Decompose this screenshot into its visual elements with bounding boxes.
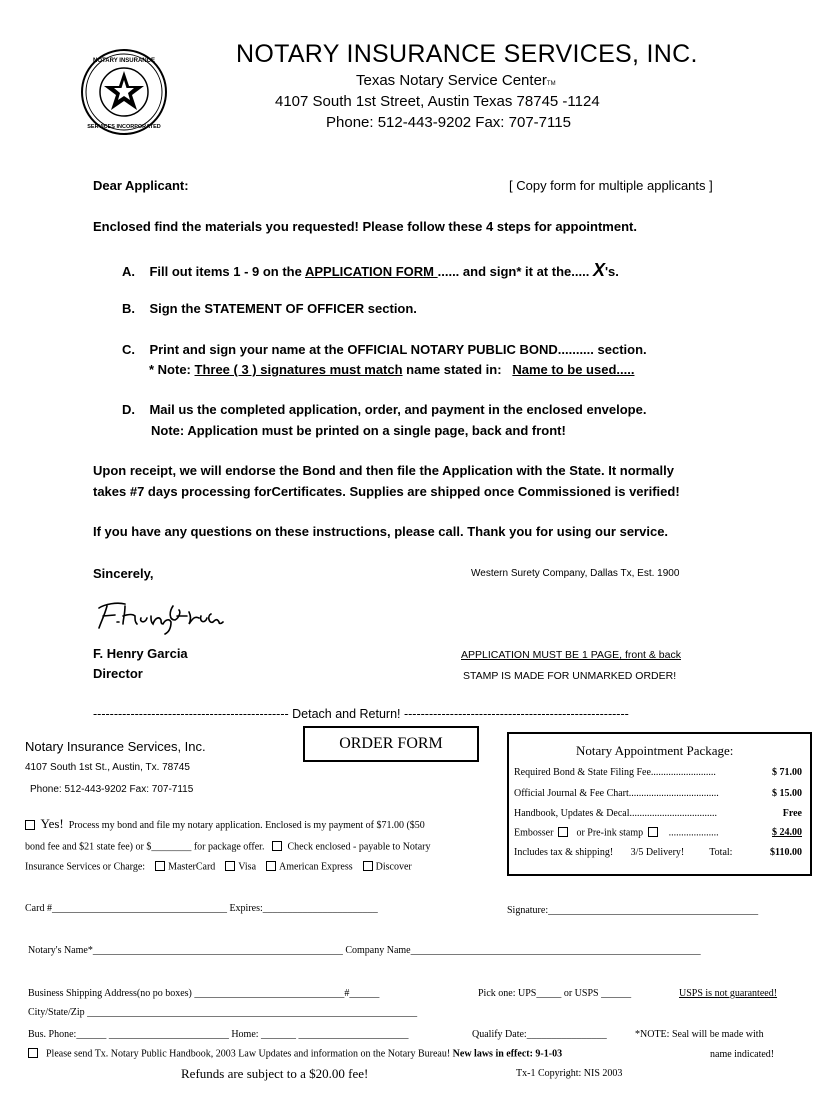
step-a-suffix: 's. xyxy=(604,264,619,279)
refunds-note: Refunds are subject to a $20.00 fee! xyxy=(181,1066,369,1081)
step-b-letter: B. xyxy=(122,301,135,316)
intro-text: Enclosed find the materials you requested! Please follow these 4 steps for appointment. xyxy=(93,219,637,234)
step-d xyxy=(122,402,646,417)
handwritten-signature xyxy=(95,598,225,638)
package-item-journal xyxy=(514,788,802,799)
company-seal-logo xyxy=(80,48,168,136)
seal-note-continued: name indicated! xyxy=(710,1049,775,1060)
city-state-zip-field[interactable]: City/State/Zip __________________________________________________________________ xyxy=(28,1007,418,1018)
package-box xyxy=(507,732,812,876)
amex-label: American Express xyxy=(279,861,353,873)
detach-line: ----------------------------------------------- Detach and Return! ------------------------------------------------------ xyxy=(93,707,629,721)
greeting: Dear Applicant: xyxy=(93,178,189,193)
svg-text:NOTARY INSURANCE: NOTARY INSURANCE xyxy=(93,58,155,64)
step-c-note-mid: name stated in: xyxy=(402,362,513,377)
new-laws: New laws in effect: 9-1-03 xyxy=(452,1048,563,1060)
step-a-pre: Fill out items 1 - 9 on the xyxy=(149,264,305,279)
copyright: Tx-1 Copyright: NIS 2003 xyxy=(516,1068,623,1079)
package-item-label: Official Journal & Fee Chart.................................... xyxy=(514,788,719,799)
copy-note: [ Copy form for multiple applicants ] xyxy=(509,178,713,193)
handbook-checkbox[interactable] xyxy=(28,1048,38,1058)
mastercard-label: MasterCard xyxy=(168,861,216,873)
package-item-label: Required Bond & State Filing Fee.......................... xyxy=(514,767,716,778)
name-to-be-used: Name to be used..... xyxy=(512,362,635,377)
x-mark: X xyxy=(592,260,605,280)
shipping-method[interactable]: Pick one: UPS_____ or USPS ______ xyxy=(478,988,632,999)
paragraph-1-line-2: takes #7 days processing forCertificates. Supplies are shipped once Commissioned is verified! xyxy=(93,484,680,499)
shipping-address-field[interactable]: Business Shipping Address(no po boxes) ______________________________#______ xyxy=(28,988,380,999)
card-number-field[interactable]: Card #___________________________________ Expires:_______________________ xyxy=(25,903,378,914)
embosser-label: Embosser xyxy=(514,827,554,839)
mastercard-checkbox[interactable] xyxy=(155,861,165,871)
step-c-text: Print and sign your name at the OFFICIAL NOTARY PUBLIC BOND.......... section. xyxy=(149,342,647,357)
qualify-date-field[interactable]: Qualify Date:________________ xyxy=(472,1029,607,1040)
embosser-price: $ 24.00 xyxy=(772,827,802,838)
company-name: NOTARY INSURANCE SERVICES, INC. xyxy=(236,40,698,68)
check-enclosed-checkbox[interactable] xyxy=(272,841,282,851)
header-address: 4107 South 1st Street, Austin Texas 78745 -1124 xyxy=(275,93,600,110)
total-value: $110.00 xyxy=(770,847,802,858)
notary-name-field[interactable]: Notary's Name*__________________________________________________ Company Name__________________________________________________________ xyxy=(28,945,701,956)
closing: Sincerely, xyxy=(93,566,154,581)
paragraph-1-line-1: Upon receipt, we will endorse the Bond and then file the Application with the State. It normally xyxy=(93,463,674,478)
order-form-title: ORDER FORM xyxy=(303,726,479,762)
charge-line xyxy=(25,861,412,873)
step-c-note xyxy=(149,362,634,377)
service-center-text: Texas Notary Service Center xyxy=(356,72,547,89)
signature-field[interactable]: Signature:__________________________________________ xyxy=(507,905,759,916)
svg-text:SERVICES INCORPORATED: SERVICES INCORPORATED xyxy=(87,124,161,130)
application-form-link: APPLICATION FORM xyxy=(304,264,438,279)
package-title: Notary Appointment Package: xyxy=(576,743,734,758)
step-b-text: Sign the STATEMENT OF OFFICER section. xyxy=(149,301,417,316)
package-item-price: $ 71.00 xyxy=(772,767,802,778)
bond-fee-text: bond fee and $21 state fee) or $________ for package offer. xyxy=(25,841,265,853)
package-item-handbook xyxy=(514,808,802,819)
header-phone: Phone: 512-443-9202 Fax: 707-7115 xyxy=(326,114,571,131)
yes-label: Yes! xyxy=(40,816,64,831)
charge-label: Insurance Services or Charge: xyxy=(25,861,146,873)
visa-label: Visa xyxy=(238,861,257,873)
handbook-line xyxy=(28,1048,562,1060)
step-a xyxy=(122,260,619,281)
usps-note: USPS is not guaranteed! xyxy=(679,988,778,999)
package-item-price: $ 15.00 xyxy=(772,788,802,799)
signer-name: F. Henry Garcia xyxy=(93,646,188,661)
yes-text: Process my bond and file my notary application. Enclosed is my payment of $71.00 ($50 xyxy=(68,820,425,831)
total-label: Total: xyxy=(709,847,733,858)
step-b xyxy=(122,301,417,316)
step-d-letter: D. xyxy=(122,402,135,417)
step-d-note: Note: Application must be printed on a single page, back and front! xyxy=(151,423,566,438)
step-c-letter: C. xyxy=(122,342,135,357)
yes-line xyxy=(25,816,425,832)
discover-label: Discover xyxy=(375,861,412,873)
includes-text: Includes tax & shipping! xyxy=(514,847,614,858)
package-item-price: Free xyxy=(782,808,802,819)
step-c-note-pre: * Note: xyxy=(149,362,195,377)
signer-title: Director xyxy=(93,666,143,681)
preink-checkbox[interactable] xyxy=(648,827,658,837)
step-d-text: Mail us the completed application, order, and payment in the enclosed envelope. xyxy=(149,402,647,417)
delivery-text: 3/5 Delivery! xyxy=(630,847,685,858)
signatures-must-match: Three ( 3 ) signatures must match xyxy=(194,362,403,377)
amex-checkbox[interactable] xyxy=(266,861,276,871)
seal-note: *NOTE: Seal will be made with xyxy=(635,1029,764,1040)
step-a-post: ...... and sign* it at the..... xyxy=(437,264,590,279)
check-enclosed-label: Check enclosed - payable to Notary xyxy=(287,841,431,853)
embosser-dots: .................... xyxy=(668,827,719,839)
order-address: 4107 South 1st St., Austin, Tx. 78745 xyxy=(25,762,190,773)
notice-one-page: APPLICATION MUST BE 1 PAGE, front & back xyxy=(461,649,681,661)
order-company: Notary Insurance Services, Inc. xyxy=(25,739,206,754)
surety-company: Western Surety Company, Dallas Tx, Est. 1900 xyxy=(471,568,680,579)
embosser-checkbox[interactable] xyxy=(558,827,568,837)
order-phone: Phone: 512-443-9202 Fax: 707-7115 xyxy=(30,784,194,795)
paragraph-2: If you have any questions on these instructions, please call. Thank you for using our service. xyxy=(93,524,669,539)
discover-checkbox[interactable] xyxy=(363,861,373,871)
service-center xyxy=(356,72,556,89)
phone-field[interactable]: Bus. Phone:______ ________________________ Home: _______ ______________________ xyxy=(28,1029,409,1040)
yes-checkbox[interactable] xyxy=(25,820,35,830)
package-item-label: Handbook, Updates & Decal................................... xyxy=(514,808,718,819)
preink-label: or Pre-ink stamp xyxy=(576,827,644,839)
package-item-embosser xyxy=(514,827,802,839)
package-total-row xyxy=(514,847,802,858)
handbook-text: Please send Tx. Notary Public Handbook, 2003 Law Updates and information on the Notary Bureau! xyxy=(46,1048,451,1060)
step-c xyxy=(122,342,647,357)
trademark: TM xyxy=(546,81,556,87)
step-a-letter: A. xyxy=(122,264,135,279)
package-item-bond xyxy=(514,767,802,778)
notice-stamp: STAMP IS MADE FOR UNMARKED ORDER! xyxy=(463,670,677,682)
visa-checkbox[interactable] xyxy=(225,861,235,871)
bond-fee-line xyxy=(25,841,430,853)
